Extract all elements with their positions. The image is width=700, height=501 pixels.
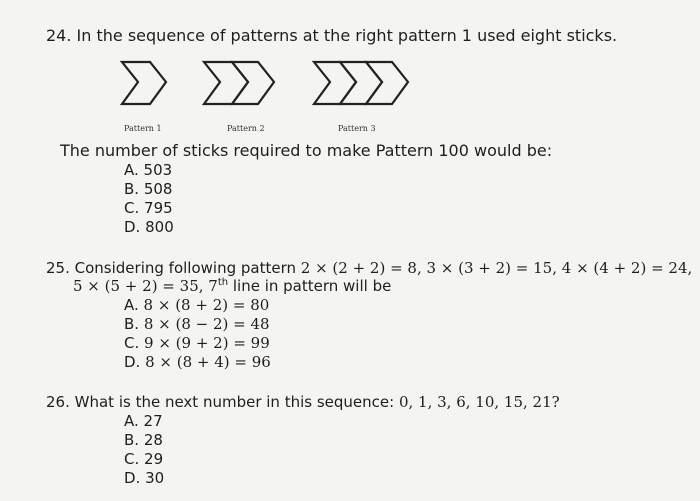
option-letter: C. [124,450,140,468]
q25-option-a[interactable] [124,296,269,314]
pattern-2-figure [200,58,285,108]
option-text: 29 [144,450,164,468]
option-letter: B. [124,431,140,449]
q24-option-a[interactable] [124,161,172,179]
option-text: 30 [145,469,165,487]
q25-superscript: th [217,277,229,288]
pattern-1-figure [116,58,176,108]
option-text: 800 [145,218,174,236]
option-letter: D. [124,353,141,371]
option-text: 795 [144,199,173,217]
q24-option-b[interactable] [124,180,172,198]
q25-option-d[interactable] [124,353,271,371]
q26-option-c[interactable] [124,450,163,468]
option-letter: B. [124,180,140,198]
pattern-2-label: Pattern 2 [227,124,265,133]
q25-line-2 [73,277,391,295]
q26-option-a[interactable] [124,412,163,430]
option-letter: D. [124,218,141,236]
q25-text: Considering following pattern [74,259,296,277]
option-letter: C. [124,199,140,217]
option-text: 27 [143,412,163,430]
pattern-1-label: Pattern 1 [124,124,162,133]
option-letter: B. [124,315,140,333]
q25-option-b[interactable] [124,315,270,333]
q25-line-1 [46,259,692,277]
pattern-3-label: Pattern 3 [338,124,376,133]
q25-text-2: line in pattern will be [232,277,392,295]
q25-math-1: 2 × (2 + 2) = 8, 3 × (3 + 2) = 15, 4 × (4 + 2) = 24, [300,259,693,277]
q24-option-d[interactable] [124,218,174,236]
pattern-3-figure [310,58,420,108]
q24-heading [46,26,617,45]
option-letter: A. [124,161,139,179]
q26-sequence: 0, 1, 3, 6, 10, 15, 21? [398,393,560,411]
option-text: 8 × (8 + 4) = 96 [145,353,271,371]
option-text: 28 [143,431,163,449]
option-text: 503 [143,161,173,179]
option-text: 8 × (8 − 2) = 48 [143,315,270,333]
q24-option-c[interactable] [124,199,173,217]
q26-option-d[interactable] [124,469,164,487]
q26-text: What is the next number in this sequence: [74,393,395,411]
q26-heading [46,393,560,411]
option-text: 508 [143,180,173,198]
q26-number: 26. [46,393,70,411]
option-text: 9 × (9 + 2) = 99 [144,334,270,352]
option-letter: A. [124,412,139,430]
q24-number: 24. [46,26,72,45]
option-letter: A. [124,296,139,314]
q26-option-b[interactable] [124,431,163,449]
q25-option-c[interactable] [124,334,270,352]
q25-math-2: 5 × (5 + 2) = 35, 7 [73,277,218,295]
option-letter: D. [124,469,141,487]
option-letter: C. [124,334,140,352]
q24-question: The number of sticks required to make Pattern 100 would be: [60,141,553,160]
option-text: 8 × (8 + 2) = 80 [143,296,270,314]
q25-number: 25. [46,259,70,277]
q24-text: In the sequence of patterns at the right pattern 1 used eight sticks. [76,26,618,45]
